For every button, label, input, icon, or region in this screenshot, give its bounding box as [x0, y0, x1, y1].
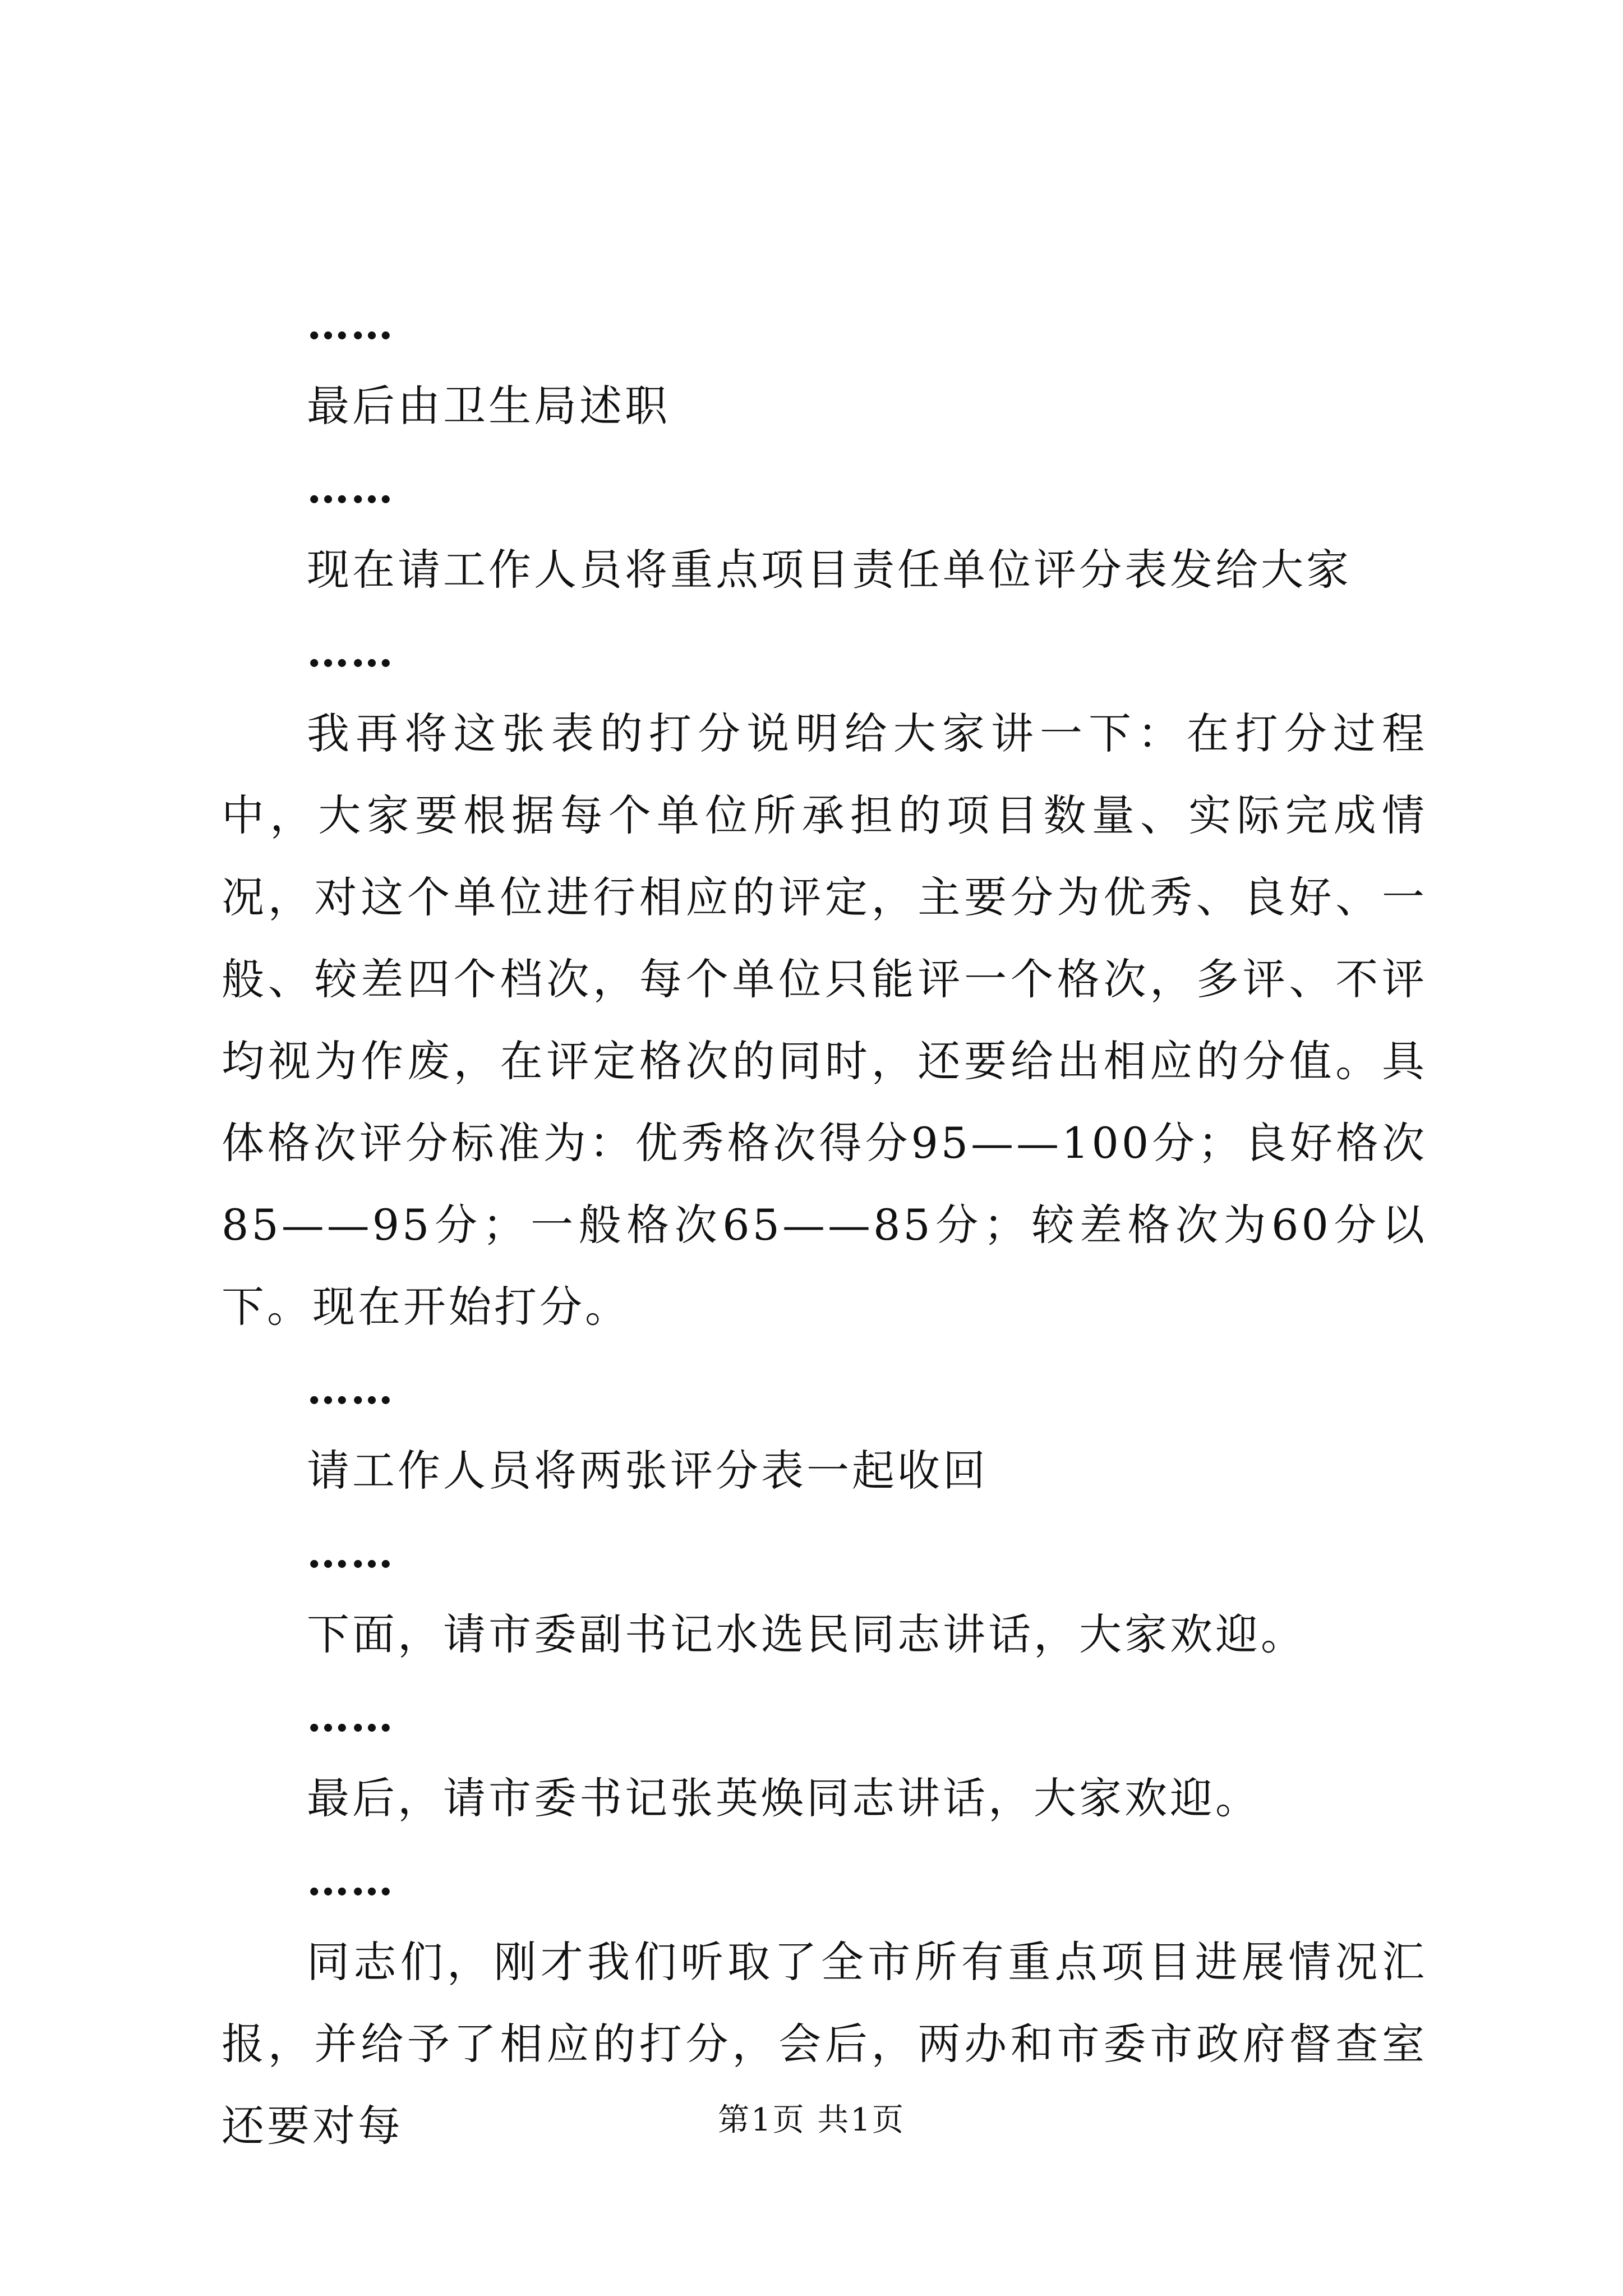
text-line: 最后，请市委书记张英焕同志讲话，大家欢迎。: [307, 1773, 1261, 1823]
ellipsis-line: ……: [307, 627, 394, 677]
text-line: 下面，请市委副书记水选民同志讲话，大家欢迎。: [307, 1609, 1306, 1659]
page-footer: 第1页 共1页: [717, 2102, 906, 2138]
ellipsis-line: ……: [307, 1527, 394, 1577]
ellipsis-line: ……: [307, 463, 394, 513]
closing-paragraph: 同志们，刚才我们听取了全市所有重点项目进展情况汇报，并给予了相应的打分，会后，两办和市委市政府督查室还要对每: [222, 1937, 1427, 2151]
text-line: 请工作人员将两张评分表一起收回: [307, 1446, 988, 1496]
ellipsis-line: ……: [307, 1364, 394, 1414]
ellipsis-line: ……: [307, 299, 394, 349]
document-body: [222, 283, 1427, 2167]
ellipsis-line: ……: [307, 1691, 394, 1741]
ellipsis-line: ……: [307, 1855, 394, 1905]
text-line: 最后由卫生局述职: [307, 381, 670, 431]
text-line: 现在请工作人员将重点项目责任单位评分表发给大家: [307, 545, 1352, 595]
scoring-instructions-paragraph: 我再将这张表的打分说明给大家讲一下：在打分过程中，大家要根据每个单位所承担的项目数量、实际完成情况，对这个单位进行相应的评定，主要分为优秀、良好、一般、较差四个档次，每个单位只能评一个格次，多评、不评均视为作废，在评定格次的同时，还要给出相应的分值。具体格次评分标准为：优秀格次得分95——100分；良好格次85——95分；一般格次65——85分；较差格次为60分以下。现在开始打分。: [222, 708, 1427, 1332]
